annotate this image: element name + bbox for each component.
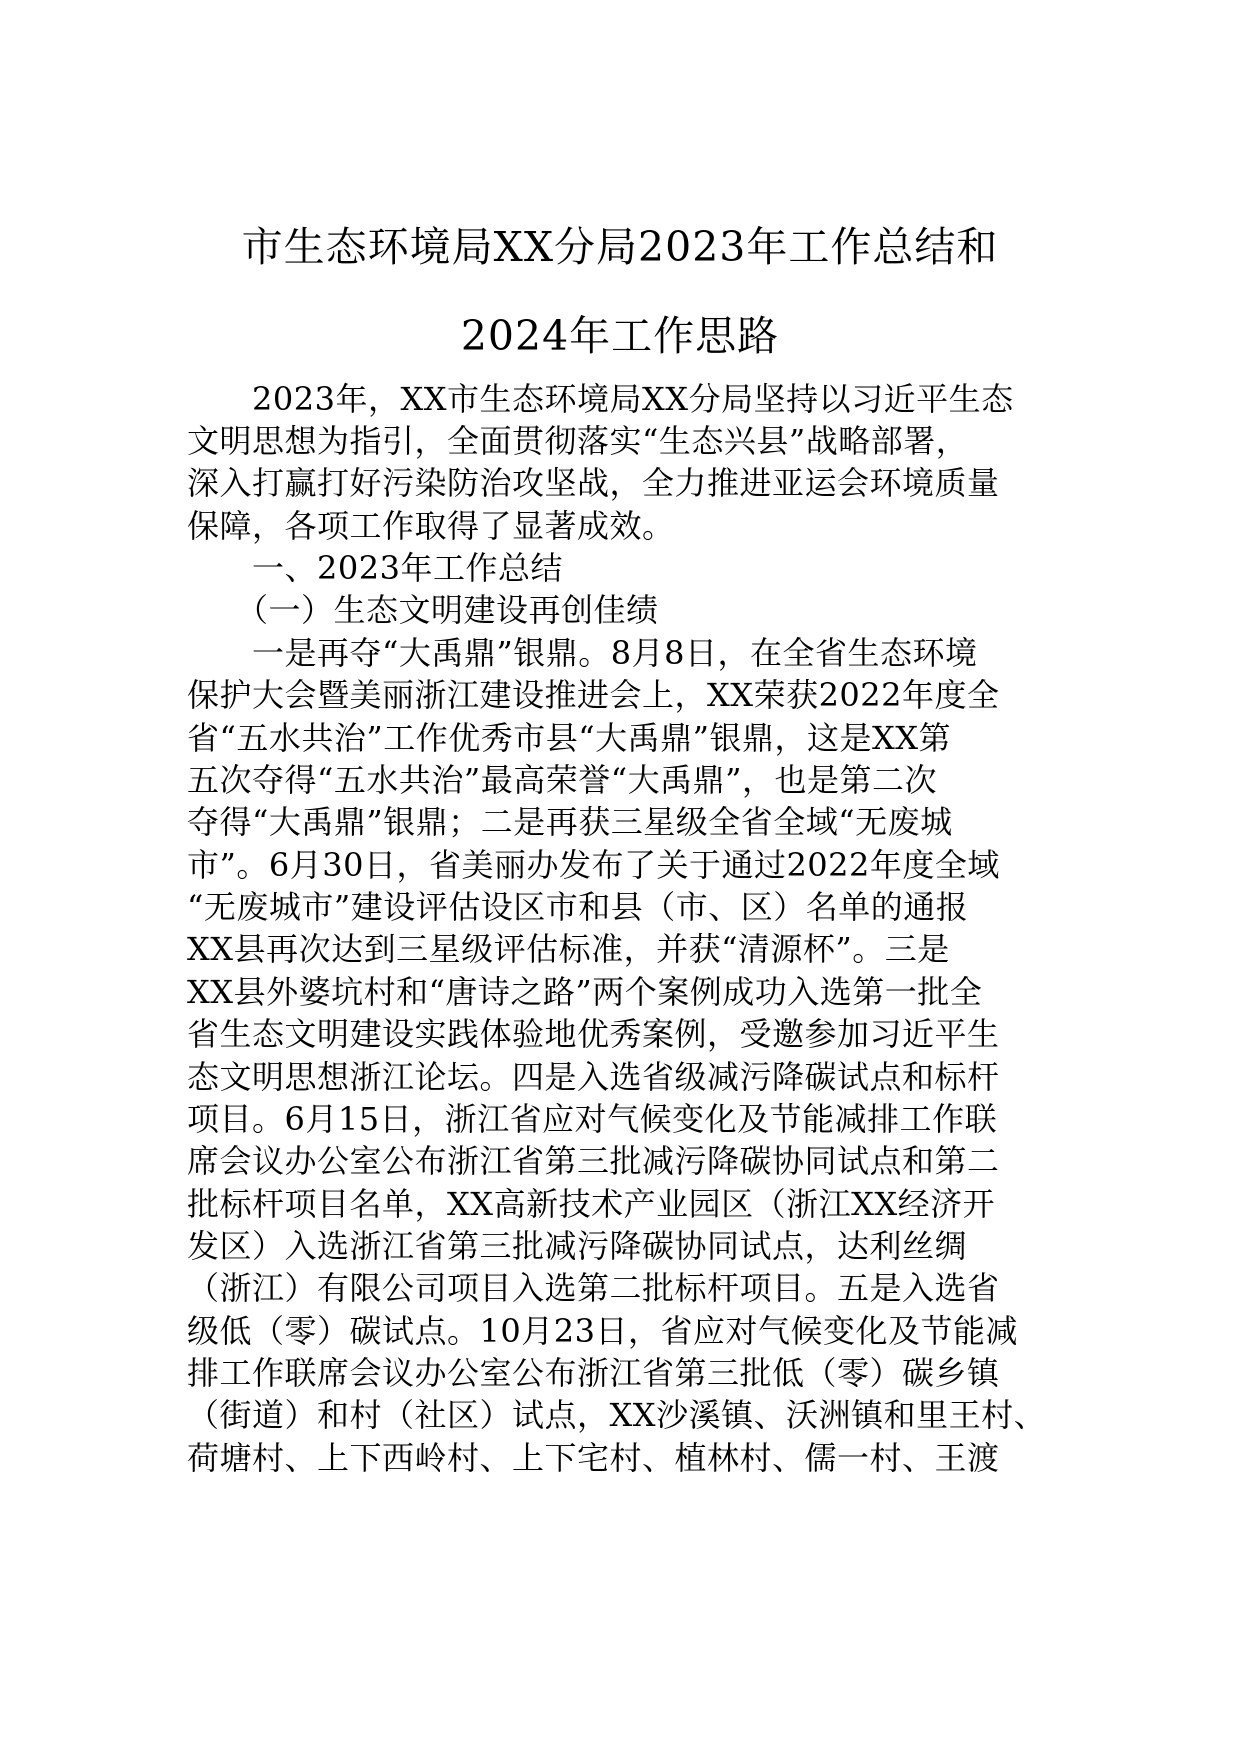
body-line: 一是再夺“大禹鼎”银鼎。8月8日，在全省生态环境 [187,634,978,672]
body-line: 排工作联席会议办公室公布浙江省第三批低（零）碳乡镇 [187,1354,1000,1392]
body-line: 保障，各项工作取得了显著成效。 [187,507,675,545]
body-line: 荷塘村、上下西岭村、上下宅村、植林村、儒一村、王渡 [187,1439,1000,1477]
body-line: 深入打赢打好污染防治攻坚战，全力推进亚运会环境质量 [187,464,1000,502]
body-line: 项目。6月15日，浙江省应对气候变化及节能减排工作联 [187,1100,998,1138]
document-title-line-1: 市生态环境局XX分局2023年工作总结和 [241,223,999,271]
body-line: 发区）入选浙江省第三批减污降碳协同试点，达利丝绸 [187,1227,968,1265]
body-line: 文明思想为指引，全面贯彻落实“生态兴县”战略部署， [187,422,969,460]
body-line: XX县再次达到三星级评估标准，并获“清源杯”。三是 [187,930,950,968]
body-line: XX县外婆坑村和“唐诗之路”两个案例成功入选第一批全 [187,973,983,1011]
body-line: （街道）和村（社区）试点，XX沙溪镇、沃洲镇和里王村、 [187,1396,1047,1434]
body-line: “无废城市”建设评估设区市和县（市、区）名单的通报 [187,888,969,926]
section-heading: 一、2023年工作总结 [187,549,563,587]
body-line: 保护大会暨美丽浙江建设推进会上，XX荣获2022年度全 [187,676,1000,714]
body-line: （浙江）有限公司项目入选第二批标杆项目。五是入选省 [187,1269,1000,1307]
body-line: 市”。6月30日，省美丽办发布了关于通过2022年度全域 [187,846,1000,884]
subsection-heading: （一）生态文明建设再创佳绩 [187,591,659,629]
body-line: 省“五水共治”工作优秀市县“大禹鼎”银鼎，这是XX第 [187,719,952,757]
body-line: 2023年，XX市生态环境局XX分局坚持以习近平生态 [187,380,1014,418]
body-line: 席会议办公室公布浙江省第三批减污降碳协同试点和第二 [187,1142,1000,1180]
document-title-line-2: 2024年工作思路 [460,312,780,360]
body-line: 夺得“大禹鼎”银鼎；二是再获三星级全省全域“无废城 [187,803,953,841]
body-line: 批标杆项目名单，XX高新技术产业园区（浙江XX经济开 [187,1185,996,1223]
body-line: 省生态文明建设实践体验地优秀案例，受邀参加习近平生 [187,1015,1000,1053]
body-line: 五次夺得“五水共治”最高荣誉“大禹鼎”，也是第二次 [187,761,937,799]
body-line: 级低（零）碳试点。10月23日，省应对气候变化及节能减 [187,1312,1018,1350]
body-line: 态文明思想浙江论坛。四是入选省级减污降碳试点和标杆 [187,1058,1000,1096]
